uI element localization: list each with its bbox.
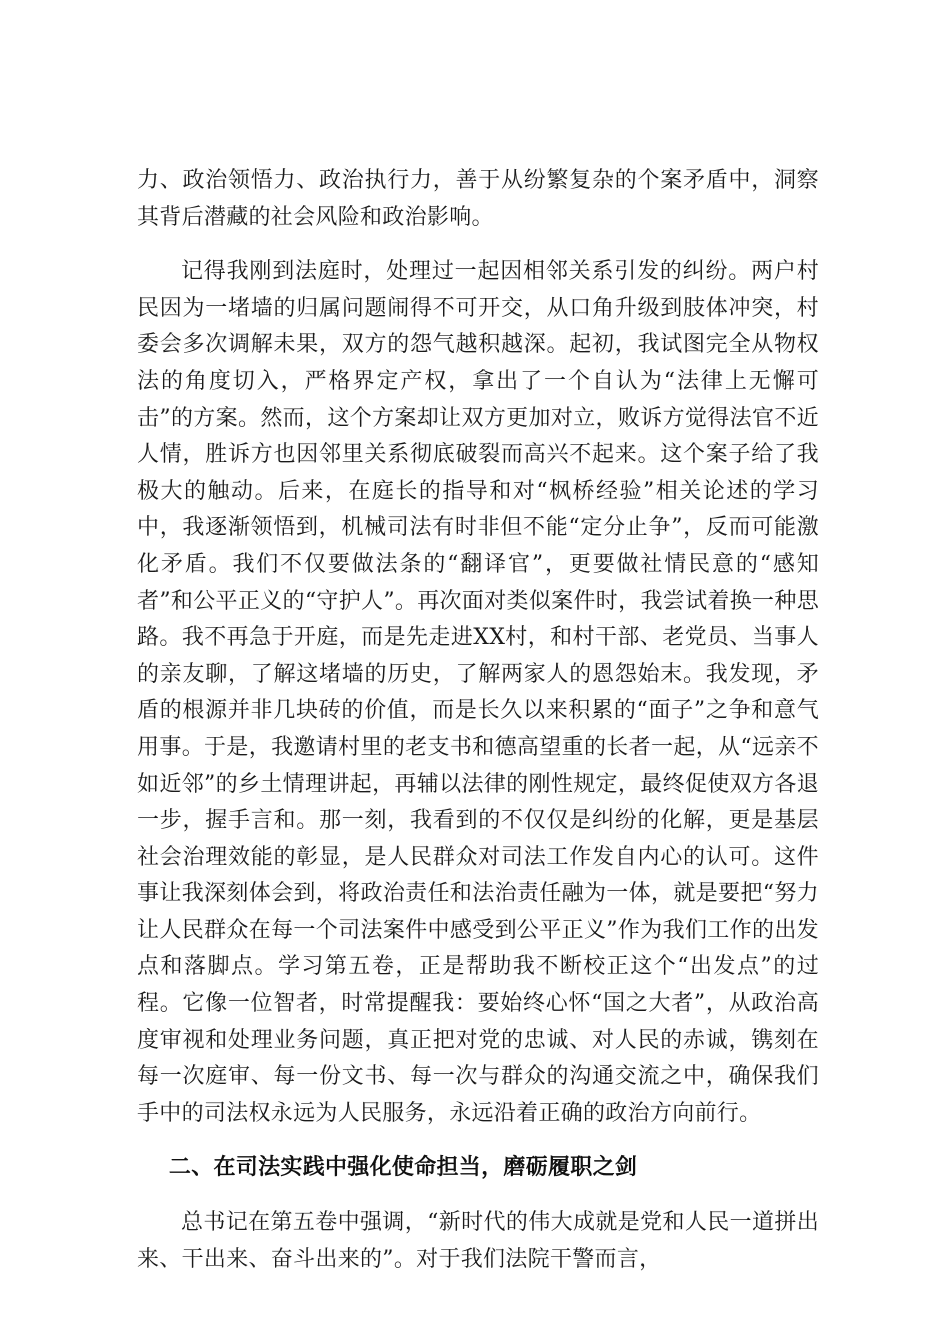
- paragraph-continuation: 力、政治领悟力、政治执行力，善于从纷繁复杂的个案矛盾中，洞察其背后潜藏的社会风险和政治影响。: [137, 168, 819, 230]
- section-heading-2: 二、在司法实践中强化使命担当，磨砺履职之剑: [168, 1155, 638, 1181]
- paragraph-case-story: 记得我刚到法庭时，处理过一起因相邻关系引发的纠纷。两户村民因为一堵墙的归属问题闹得不可开交，从口角升级到肢体冲突，村委会多次调解未果，双方的怨气越积越深。起初，我试图完全从物权法的角度切入，严格界定产权，拿出了一个自认为“法律上无懈可击”的方案。然而，这个方案却让双方更加对立，败诉方觉得法官不近人情，胜诉方也因邻里关系彻底破裂而高兴不起来。这个案子给了我极大的触动。后来，在庭长的指导和对“枫桥经验”相关论述的学习中，我逐渐领悟到，机械司法有时非但不能“定分止争”，反而可能激化矛盾。我们不仅要做法条的“翻译官”，更要做社情民意的“感知者”和公平正义的“守护人”。再次面对类似案件时，我尝试着换一种思路。我不再急于开庭，而是先走进XX村，和村干部、老党员、当事人的亲友聊，了解这堵墙的历史，了解两家人的恩怨始末。我发现，矛盾的根源并非几块砖的价值，而是长久以来积累的“面子”之争和意气用事。于是，我邀请村里的老支书和德高望重的长者一起，从“远亲不如近邻”的乡土情理讲起，再辅以法律的刚性规定，最终促使双方各退一步，握手言和。那一刻，我看到的不仅仅是纠纷的化解，更是基层社会治理效能的彰显，是人民群众对司法工作发自内心的认可。这件事让我深刻体会到，将政治责任和法治责任融为一体，就是要把“努力让人民群众在每一个司法案件中感受到公平正义”作为我们工作的出发点和落脚点。学习第五卷，正是帮助我不断校正这个“出发点”的过程。它像一位智者，时常提醒我：要始终心怀“国之大者”，从政治高度审视和处理业务问题，真正把对党的忠诚、对人民的赤诚，镌刻在每一次庭审、每一份文书、每一次与群众的沟通交流之中，确保我们手中的司法权永远为人民服务，永远沿着正确的政治方向前行。: [137, 259, 819, 1126]
- document-body: [137, 163, 819, 1296]
- paragraph-section-2-intro: 总书记在第五卷中强调，“新时代的伟大成就是党和人民一道拼出来、干出来、奋斗出来的”。对于我们法院干警而言，: [137, 1210, 819, 1272]
